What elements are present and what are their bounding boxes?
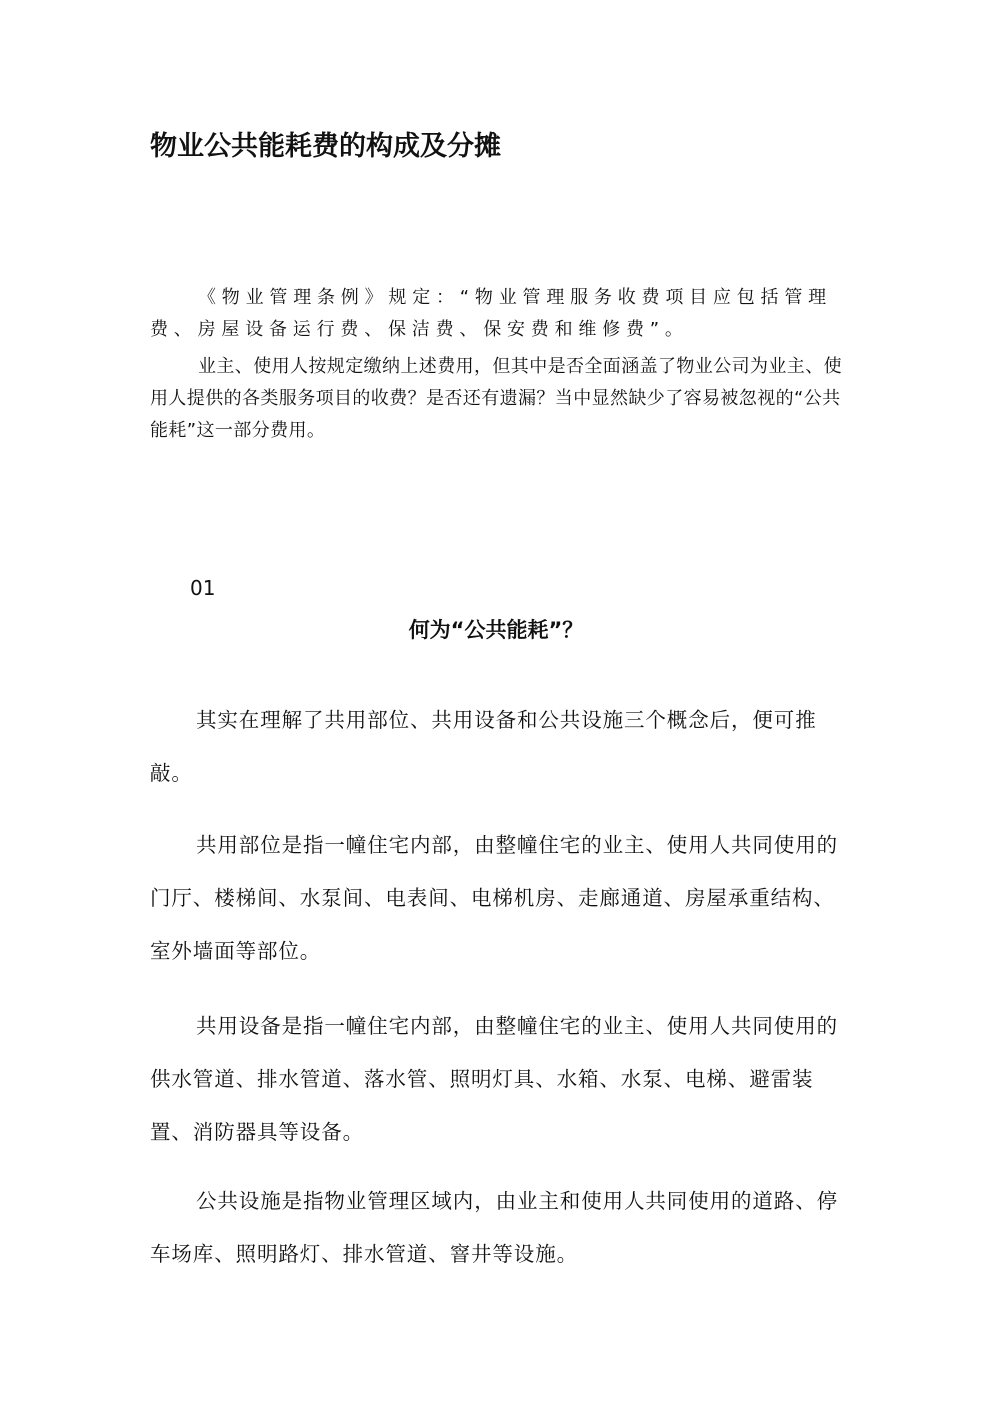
intro-paragraph-regulation: 《物业管理条例》规定：“物业管理服务收费项目应包括管理费、房屋设备运行费、保洁费、保安费和维修费”。 xyxy=(150,287,832,340)
section-number: 01 xyxy=(190,576,216,600)
body-paragraph-shared-parts: 共用部位是指一幢住宅内部，由整幢住宅的业主、使用人共同使用的门厅、楼梯间、水泵间、电表间、电梯机房、走廊通道、房屋承重结构、室外墙面等部位。 xyxy=(150,833,838,963)
body-paragraph-shared-equipment: 共用设备是指一幢住宅内部，由整幢住宅的业主、使用人共同使用的供水管道、排水管道、落水管、照明灯具、水箱、水泵、电梯、避雷装置、消防器具等设备。 xyxy=(150,1014,838,1144)
intro-paragraph-payment: 业主、使用人按规定缴纳上述费用，但其中是否全面涵盖了物业公司为业主、使用人提供的各类服务项目的收费？是否还有遗漏？当中显然缺少了容易被忽视的“公共能耗”这一部分费用。 xyxy=(150,356,842,441)
body-paragraph-public-facilities: 公共设施是指物业管理区域内，由业主和使用人共同使用的道路、停车场库、照明路灯、排水管道、窨井等设施。 xyxy=(150,1189,838,1266)
section-heading: 何为“公共能耗”？ xyxy=(408,618,584,642)
body-paragraph-concepts: 其实在理解了共用部位、共用设备和公共设施三个概念后，便可推敲。 xyxy=(150,708,817,785)
document-title: 物业公共能耗费的构成及分摊 xyxy=(150,131,501,162)
